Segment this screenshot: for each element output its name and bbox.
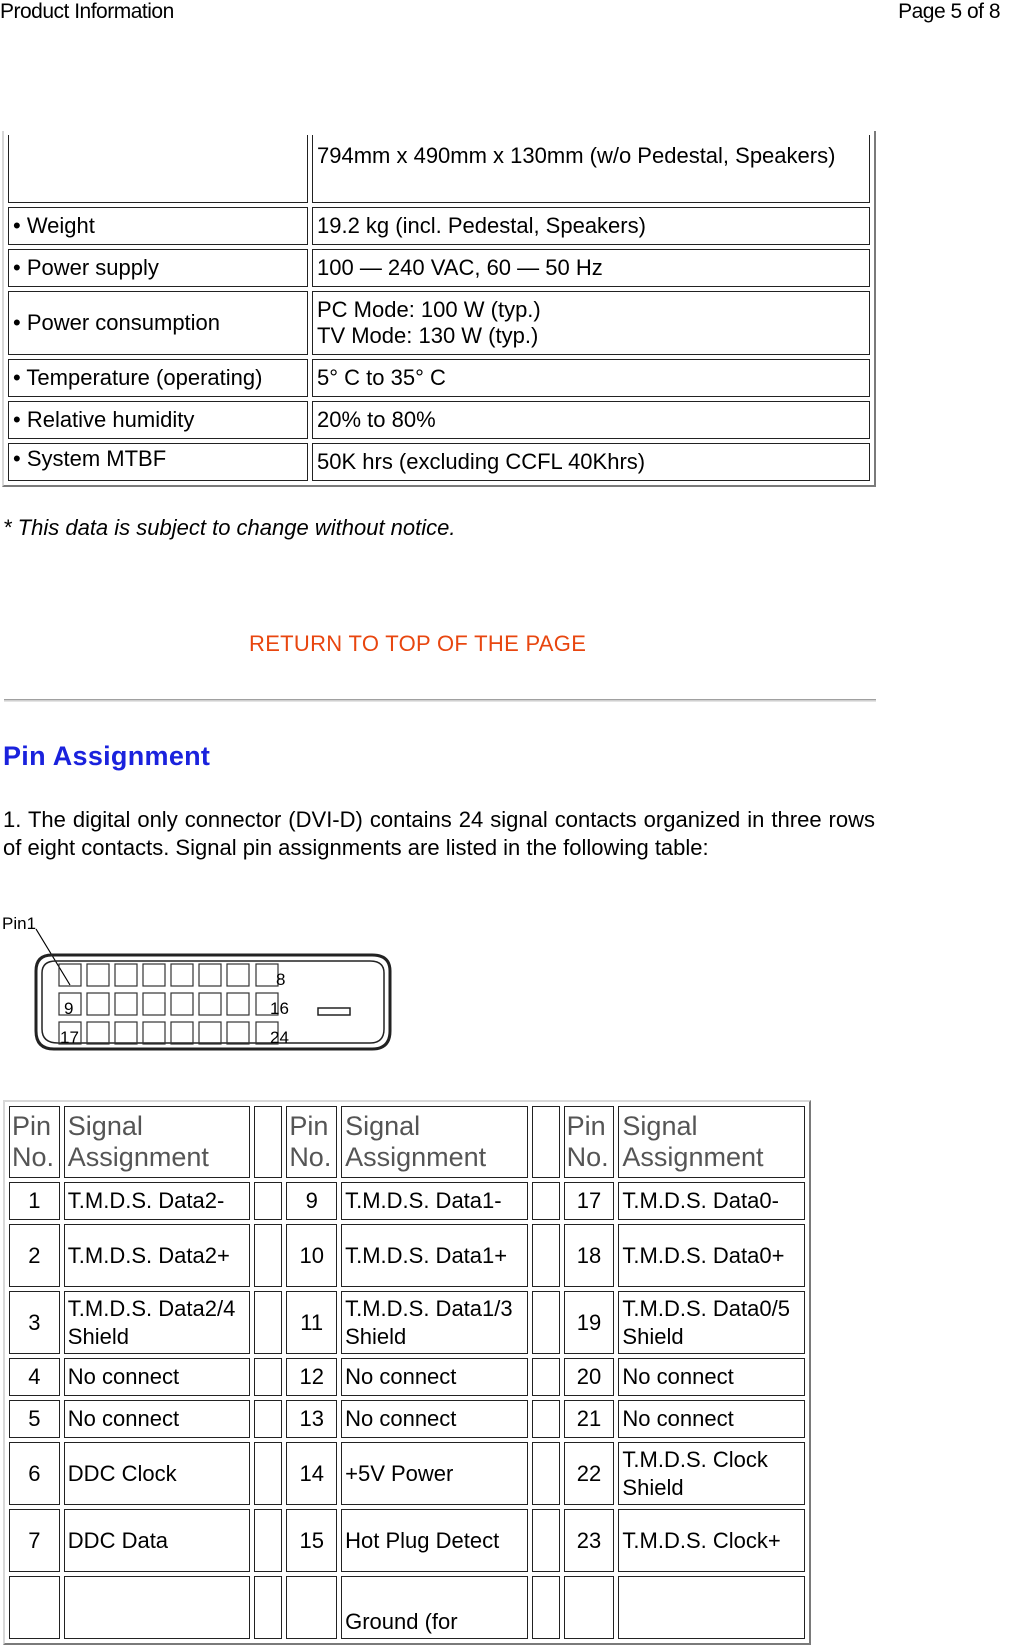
intro-paragraph: 1. The digital only connector (DVI-D) contains 24 signal contacts organized in three rows of eight contacts. Signal pin assignments are listed in the following table:: [3, 807, 875, 860]
column-spacer: [532, 1358, 560, 1396]
connector-pin-12: [143, 993, 165, 1015]
pin-number: 10: [286, 1224, 337, 1287]
pin-number: 4: [9, 1358, 60, 1396]
signal-assignment: T.M.D.S. Data0/5 Shield: [618, 1291, 805, 1354]
signal-assignment: T.M.D.S. Data1+: [341, 1224, 528, 1287]
page-number: Page 5 of 8: [898, 0, 1000, 23]
spec-value: 5° C to 35° C: [312, 359, 870, 397]
pin-number: 23: [564, 1509, 615, 1572]
spec-label: [8, 135, 308, 203]
pin-number: 9: [286, 1182, 337, 1220]
pin-number: 21: [564, 1400, 615, 1438]
column-spacer: [254, 1509, 282, 1572]
column-spacer: [254, 1182, 282, 1220]
header-signal: Signal Assignment: [64, 1106, 251, 1178]
signal-assignment: T.M.D.S. Data0-: [618, 1182, 805, 1220]
pin-number: [564, 1576, 615, 1639]
signal-assignment: No connect: [341, 1400, 528, 1438]
dvi-connector-diagram: [0, 915, 400, 1075]
pin-number: 3: [9, 1291, 60, 1354]
pin-label-8: 8: [276, 970, 286, 989]
pin-label-17: 17: [60, 1028, 79, 1047]
section-title: Pin Assignment: [3, 741, 211, 771]
spec-row-humidity: [8, 401, 870, 439]
column-spacer: [532, 1182, 560, 1220]
spec-row-weight: [8, 207, 870, 245]
pin-table-row: [9, 1182, 805, 1220]
spec-value: 794mm x 490mm x 130mm (w/o Pedestal, Speakers): [312, 135, 870, 203]
spec-value-line: TV Mode: 130 W (typ.): [317, 323, 539, 348]
spec-label: • Power supply: [8, 249, 308, 287]
column-spacer: [532, 1400, 560, 1438]
header-pin-no: Pin No.: [286, 1106, 337, 1178]
spec-label: • Relative humidity: [8, 401, 308, 439]
connector-pin-1: [59, 964, 81, 986]
pin-number: 14: [286, 1442, 337, 1505]
column-spacer: [532, 1224, 560, 1287]
pin-number: 22: [564, 1442, 615, 1505]
header-pin-no: Pin No.: [564, 1106, 615, 1178]
spec-value: 100 — 240 VAC, 60 — 50 Hz: [312, 249, 870, 287]
pin-table-row: [9, 1224, 805, 1287]
page-header-title: Product Information: [0, 0, 174, 23]
pin-number: 20: [564, 1358, 615, 1396]
connector-pin-3: [115, 964, 137, 986]
connector-pin-14: [199, 993, 221, 1015]
return-to-top-link[interactable]: RETURN TO TOP OF THE PAGE: [249, 631, 587, 656]
signal-assignment: T.M.D.S. Data0+: [618, 1224, 805, 1287]
section-divider: [4, 699, 876, 702]
signal-assignment: DDC Clock: [64, 1442, 251, 1505]
spec-label: • Power consumption: [8, 291, 308, 355]
connector-pin-10: [87, 993, 109, 1015]
pin-number: 5: [9, 1400, 60, 1438]
signal-assignment: No connect: [618, 1358, 805, 1396]
pin-number: [286, 1576, 337, 1639]
connector-pin-19: [115, 1022, 137, 1044]
signal-assignment: T.M.D.S. Data2+: [64, 1224, 251, 1287]
pin-number: 17: [564, 1182, 615, 1220]
spec-value: 20% to 80%: [312, 401, 870, 439]
spec-value: 50K hrs (excluding CCFL 40Khrs): [312, 443, 870, 481]
spec-row-power-supply: [8, 249, 870, 287]
pin-assignment-table: [3, 1100, 811, 1645]
pin-table-row: [9, 1576, 805, 1639]
spec-row-temperature: [8, 359, 870, 397]
signal-assignment: T.M.D.S. Clock+: [618, 1509, 805, 1572]
connector-pin-7: [227, 964, 249, 986]
signal-assignment: T.M.D.S. Data1/3 Shield: [341, 1291, 528, 1354]
header-pin-no: Pin No.: [9, 1106, 60, 1178]
connector-pin-21: [171, 1022, 193, 1044]
connector-pin-8: [256, 964, 278, 986]
signal-assignment: [64, 1576, 251, 1639]
column-spacer: [532, 1106, 560, 1178]
connector-pin-23: [227, 1022, 249, 1044]
pin-number: [9, 1576, 60, 1639]
pin-table-row: [9, 1442, 805, 1505]
spec-row-mtbf: [8, 443, 870, 481]
connector-pin-11: [115, 993, 137, 1015]
spec-value: 19.2 kg (incl. Pedestal, Speakers): [312, 207, 870, 245]
pin-number: 7: [9, 1509, 60, 1572]
pin-grid: [59, 964, 278, 1044]
pin-number: 13: [286, 1400, 337, 1438]
signal-assignment: No connect: [341, 1358, 528, 1396]
pin-number: 12: [286, 1358, 337, 1396]
spec-row-power-consumption: [8, 291, 870, 355]
connector-pin-20: [143, 1022, 165, 1044]
connector-pin-4: [143, 964, 165, 986]
pin-number: 2: [9, 1224, 60, 1287]
pin-table-row: [9, 1291, 805, 1354]
pin-table-header: [9, 1106, 805, 1178]
pin-number: 15: [286, 1509, 337, 1572]
spec-value: [312, 291, 870, 355]
signal-assignment: No connect: [64, 1400, 251, 1438]
connector-pin-6: [199, 964, 221, 986]
column-spacer: [532, 1509, 560, 1572]
connector-pin-15: [227, 993, 249, 1015]
signal-assignment: No connect: [618, 1400, 805, 1438]
pin-number: 6: [9, 1442, 60, 1505]
signal-assignment: [618, 1576, 805, 1639]
signal-assignment: T.M.D.S. Data2/4 Shield: [64, 1291, 251, 1354]
pin-label-24: 24: [270, 1028, 289, 1047]
signal-assignment: T.M.D.S. Clock Shield: [618, 1442, 805, 1505]
signal-assignment: T.M.D.S. Data2-: [64, 1182, 251, 1220]
pin-table-row: [9, 1400, 805, 1438]
connector-pin-18: [87, 1022, 109, 1044]
header-signal: Signal Assignment: [341, 1106, 528, 1178]
pin-number: 11: [286, 1291, 337, 1354]
spec-value-line: PC Mode: 100 W (typ.): [317, 297, 541, 322]
connector-pin-2: [87, 964, 109, 986]
column-spacer: [532, 1442, 560, 1505]
pin-label-16: 16: [270, 999, 289, 1018]
column-spacer: [254, 1291, 282, 1354]
column-spacer: [254, 1358, 282, 1396]
pin-number: 18: [564, 1224, 615, 1287]
connector-pin-22: [199, 1022, 221, 1044]
signal-assignment: +5V Power: [341, 1442, 528, 1505]
disclaimer-note: * This data is subject to change without notice.: [3, 515, 456, 540]
pin-table-row: [9, 1509, 805, 1572]
spec-label: • Temperature (operating): [8, 359, 308, 397]
pin1-label: Pin1: [2, 915, 37, 933]
spec-row-dimensions: [8, 135, 870, 203]
signal-assignment: Hot Plug Detect: [341, 1509, 528, 1572]
connector-shell-outer: [36, 955, 390, 1049]
signal-assignment: T.M.D.S. Data1-: [341, 1182, 528, 1220]
signal-assignment: DDC Data: [64, 1509, 251, 1572]
pin-label-9: 9: [64, 999, 74, 1018]
column-spacer: [254, 1106, 282, 1178]
header-signal: Signal Assignment: [618, 1106, 805, 1178]
spec-label: • Weight: [8, 207, 308, 245]
spec-label: • System MTBF: [8, 443, 308, 481]
ground-blade: [318, 1008, 350, 1015]
signal-assignment: Ground (for: [341, 1576, 528, 1639]
column-spacer: [254, 1224, 282, 1287]
connector-pin-5: [171, 964, 193, 986]
connector-pin-13: [171, 993, 193, 1015]
column-spacer: [532, 1576, 560, 1639]
column-spacer: [254, 1442, 282, 1505]
column-spacer: [254, 1400, 282, 1438]
column-spacer: [532, 1291, 560, 1354]
column-spacer: [254, 1576, 282, 1639]
pin-number: 19: [564, 1291, 615, 1354]
signal-assignment: No connect: [64, 1358, 251, 1396]
connector-shell-inner: [42, 961, 384, 1043]
pin-table-row: [9, 1358, 805, 1396]
specifications-table: [2, 131, 876, 487]
pin-number: 1: [9, 1182, 60, 1220]
